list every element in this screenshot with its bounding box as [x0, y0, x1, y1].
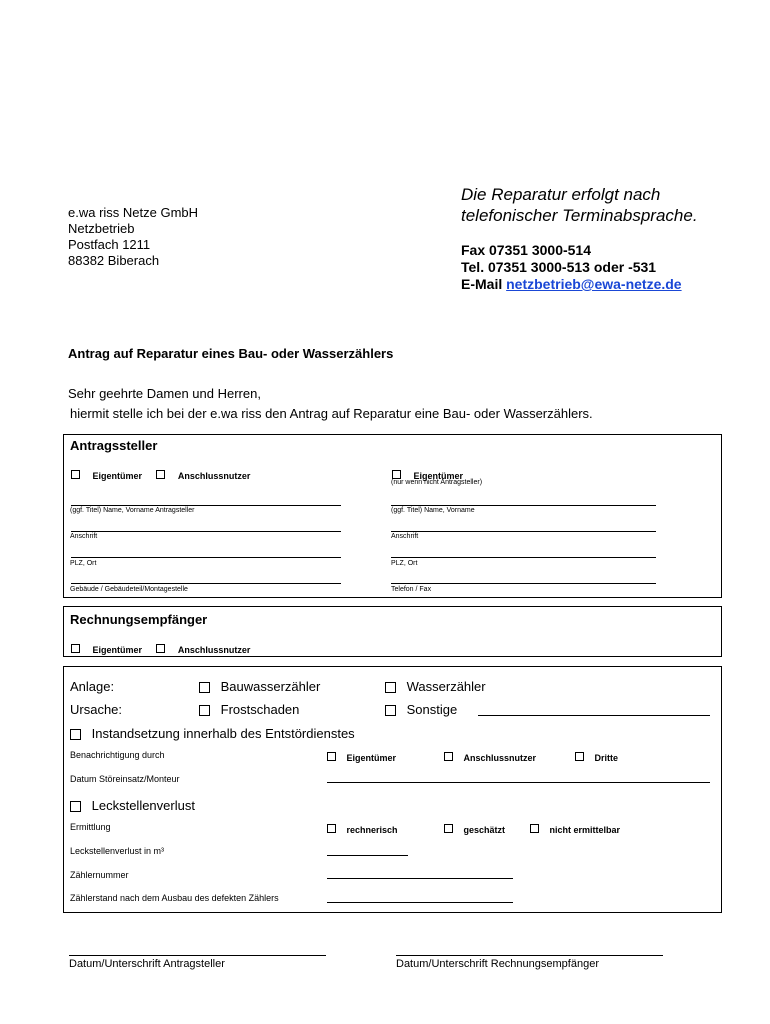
ursache-option-2	[385, 702, 457, 717]
recipient-signature-line[interactable]	[396, 955, 663, 956]
notice-line-1: Die Reparatur erfolgt nach	[461, 185, 661, 204]
address-input-line[interactable]	[71, 531, 341, 532]
ursache-option-1	[199, 702, 299, 717]
anlage-label: Anlage:	[70, 679, 115, 694]
owner-zip-city-field-label: PLZ, Ort	[391, 560, 418, 567]
sender-po-box: Postfach 1211	[68, 237, 151, 252]
date-label: Datum Störeinsatz/Monteur	[70, 774, 180, 784]
applicant-signature-label: Datum/Unterschrift Antragsteller	[69, 958, 225, 970]
meter-reading-input-line[interactable]	[327, 902, 513, 903]
meter-number-label: Zählernummer	[70, 870, 129, 880]
other-cause-checkbox[interactable]	[385, 705, 396, 716]
notify-third-party-label: Dritte	[594, 753, 618, 763]
owner-name-field-label: (ggf. Titel) Name, Vorname	[391, 507, 475, 514]
subject-line: Antrag auf Reparatur eines Bau- oder Wasserzählers	[68, 346, 394, 361]
water-meter-label: Wasserzähler	[406, 679, 486, 694]
salutation: Sehr geehrte Damen und Herren,	[68, 386, 261, 401]
contact-fax: Fax 07351 3000-514	[461, 242, 591, 258]
building-field-label: Gebäude / Gebäudeteil/Montagestelle	[70, 586, 188, 593]
billing-owner-checkbox[interactable]	[71, 644, 80, 653]
anlage-option-1	[199, 679, 320, 694]
connection-user-label: Anschlussnutzer	[177, 471, 251, 481]
intro-text: hiermit stelle ich bei der e.wa riss den Antrag auf Reparatur eine Bau- oder Wasserzählers.	[70, 406, 593, 421]
leak-title: Leckstellenverlust	[91, 798, 195, 813]
applicant-option-row	[71, 466, 250, 484]
notify-connection-user-label: Anschlussnutzer	[463, 753, 536, 763]
leak-checkbox[interactable]	[70, 801, 81, 812]
other-cause-input-line[interactable]	[478, 715, 710, 716]
applicant-signature-line[interactable]	[69, 955, 326, 956]
notify-owner-checkbox[interactable]	[327, 752, 336, 761]
billing-section	[63, 606, 722, 657]
email-prefix: E-Mail	[461, 276, 503, 292]
frost-damage-checkbox[interactable]	[199, 705, 210, 716]
date-input-line[interactable]	[327, 782, 710, 783]
repair-heading-row	[70, 726, 355, 741]
sender-address	[68, 205, 198, 269]
owner-note: (nur wenn nicht Antragsteller)	[391, 479, 483, 486]
meter-reading-label: Zählerstand nach dem Ausbau des defekten Zählers	[70, 893, 279, 903]
owner-name-input-line[interactable]	[391, 505, 656, 506]
zip-city-field-label: PLZ, Ort	[70, 560, 97, 567]
sender-department: Netzbetrieb	[68, 221, 135, 236]
owner-address-field-label: Anschrift	[391, 533, 419, 540]
notify-label: Benachrichtigung durch	[70, 750, 165, 760]
determination-option-3	[530, 820, 620, 838]
leak-volume-label: Leckstellenverlust in m³	[70, 846, 165, 856]
email-link[interactable]: netzbetrieb@ewa-netze.de	[506, 276, 682, 292]
notify-owner-label: Eigentümer	[346, 753, 396, 763]
owner-label: Eigentümer	[92, 471, 142, 481]
owner-zip-city-input-line[interactable]	[391, 557, 656, 558]
contact-tel: Tel. 07351 3000-513 oder -531	[461, 259, 657, 275]
determination-option-1	[327, 820, 397, 838]
calculated-label: rechnerisch	[346, 825, 398, 835]
billing-title: Rechnungsempfänger	[70, 612, 208, 627]
not-determinable-checkbox[interactable]	[530, 824, 539, 833]
construction-meter-label: Bauwasserzähler	[220, 679, 321, 694]
contact-block	[461, 242, 682, 293]
notify-third-party-checkbox[interactable]	[575, 752, 584, 761]
owner-alt-checkbox[interactable]	[392, 470, 401, 479]
owner-phone-input-line[interactable]	[391, 583, 656, 584]
anlage-option-2	[385, 679, 486, 694]
zip-city-input-line[interactable]	[71, 557, 341, 558]
meter-number-input-line[interactable]	[327, 878, 513, 879]
owner-checkbox[interactable]	[71, 470, 80, 479]
leak-heading-row	[70, 798, 195, 813]
building-input-line[interactable]	[71, 583, 341, 584]
applicant-title: Antragssteller	[70, 438, 158, 453]
applicant-section	[63, 434, 722, 598]
owner-alt-label: Eigentümer	[413, 471, 463, 481]
calculated-checkbox[interactable]	[327, 824, 336, 833]
name-input-line[interactable]	[71, 505, 341, 506]
construction-meter-checkbox[interactable]	[199, 682, 210, 693]
not-determinable-label: nicht ermittelbar	[549, 825, 620, 835]
repair-title: Instandsetzung innerhalb des Entstördienstes	[91, 726, 355, 741]
repair-checkbox[interactable]	[70, 729, 81, 740]
other-cause-label: Sonstige	[406, 702, 458, 717]
billing-connection-user-checkbox[interactable]	[156, 644, 165, 653]
recipient-signature-label: Datum/Unterschrift Rechnungsempfänger	[396, 958, 599, 970]
determination-label: Ermittlung	[70, 822, 111, 832]
billing-owner-label: Eigentümer	[92, 645, 142, 655]
estimated-checkbox[interactable]	[444, 824, 453, 833]
ursache-label: Ursache:	[70, 702, 123, 717]
leak-volume-input-line[interactable]	[327, 855, 408, 856]
address-field-label: Anschrift	[70, 533, 98, 540]
notify-option-2	[444, 748, 536, 766]
notify-option-1	[327, 748, 396, 766]
billing-option-row	[71, 640, 250, 658]
contact-email-row	[461, 276, 682, 293]
connection-user-checkbox[interactable]	[156, 470, 165, 479]
owner-address-input-line[interactable]	[391, 531, 656, 532]
billing-connection-user-label: Anschlussnutzer	[177, 645, 251, 655]
estimated-label: geschätzt	[463, 825, 505, 835]
name-field-label: (ggf. Titel) Name, Vorname Antragsteller	[70, 507, 195, 514]
sender-company: e.wa riss Netze GmbH	[68, 205, 199, 220]
owner-phone-field-label: Telefon / Fax	[391, 586, 432, 593]
details-section	[63, 666, 722, 913]
repair-notice	[461, 184, 698, 226]
notify-option-3	[575, 748, 618, 766]
water-meter-checkbox[interactable]	[385, 682, 396, 693]
determination-option-2	[444, 820, 505, 838]
notice-line-2: telefonischer Terminabsprache.	[461, 206, 698, 225]
sender-city: 88382 Biberach	[68, 253, 160, 268]
frost-damage-label: Frostschaden	[220, 702, 300, 717]
notify-connection-user-checkbox[interactable]	[444, 752, 453, 761]
